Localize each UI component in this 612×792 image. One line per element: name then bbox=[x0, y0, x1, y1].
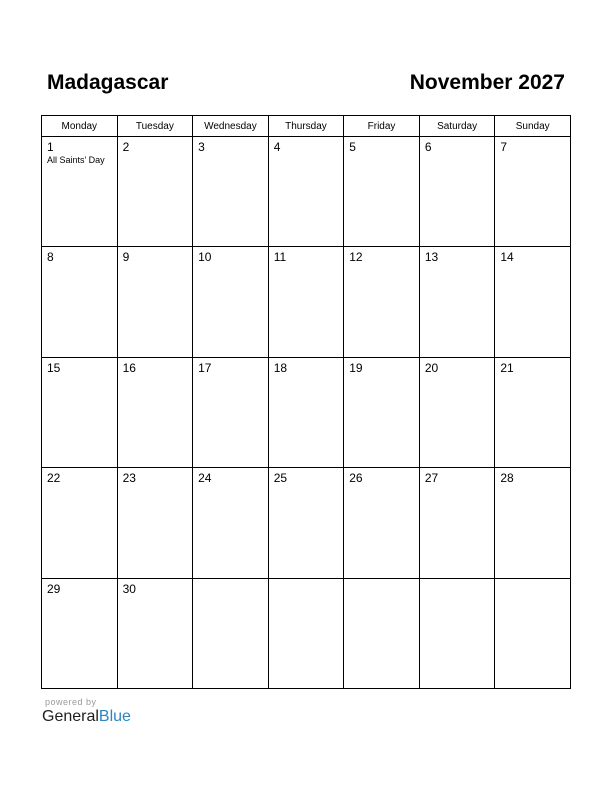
weekday-header-monday: Monday bbox=[42, 116, 118, 137]
day-number: 14 bbox=[500, 250, 514, 265]
day-cell bbox=[419, 247, 495, 357]
day-number: 11 bbox=[273, 250, 287, 265]
holiday-label: All Saints’ Day bbox=[47, 155, 105, 165]
day-number: 15 bbox=[47, 360, 61, 375]
day-number: 19 bbox=[349, 360, 363, 375]
weekday-header-thursday: Thursday bbox=[268, 116, 344, 137]
day-cell bbox=[495, 468, 571, 578]
day-cell bbox=[268, 468, 344, 578]
day-cell bbox=[419, 468, 495, 578]
day-cell bbox=[193, 468, 269, 578]
day-cell bbox=[117, 468, 193, 578]
day-number: 16 bbox=[122, 360, 136, 375]
day-number: 10 bbox=[198, 250, 212, 265]
brand-general-text: General bbox=[42, 708, 99, 725]
day-number: 28 bbox=[500, 471, 514, 486]
week-row bbox=[42, 357, 571, 467]
week-row bbox=[42, 468, 571, 578]
day-cell bbox=[268, 357, 344, 467]
week-row bbox=[42, 137, 571, 247]
calendar-grid bbox=[41, 115, 571, 689]
day-number: 29 bbox=[47, 581, 61, 596]
day-number: 18 bbox=[273, 360, 288, 375]
day-cell bbox=[117, 137, 193, 247]
day-cell bbox=[42, 247, 118, 357]
day-cell bbox=[193, 247, 269, 357]
day-cell bbox=[495, 247, 571, 357]
day-number: 21 bbox=[500, 360, 514, 375]
day-cell bbox=[495, 137, 571, 247]
brand-blue-text: Blue bbox=[98, 708, 131, 725]
country-title: Madagascar bbox=[47, 71, 169, 94]
day-cell bbox=[344, 137, 420, 247]
day-cell bbox=[344, 247, 420, 357]
weekday-header-saturday: Saturday bbox=[419, 116, 495, 137]
day-number: 13 bbox=[424, 250, 439, 265]
day-cell bbox=[193, 137, 269, 247]
week-row bbox=[42, 578, 571, 688]
day-number: 27 bbox=[424, 471, 439, 486]
day-cell bbox=[42, 468, 118, 578]
day-cell bbox=[419, 137, 495, 247]
day-number: 24 bbox=[198, 471, 212, 486]
day-number: 1 bbox=[47, 140, 54, 154]
day-cell bbox=[344, 357, 420, 467]
weekday-header-friday: Friday bbox=[344, 116, 420, 137]
generalblue-logo[interactable] bbox=[42, 708, 131, 726]
weekday-header-sunday: Sunday bbox=[495, 116, 571, 137]
day-number: 25 bbox=[273, 471, 288, 486]
empty-day-cell bbox=[344, 578, 420, 688]
day-cell bbox=[42, 578, 118, 688]
day-cell bbox=[42, 137, 118, 247]
day-cell bbox=[344, 468, 420, 578]
weekday-header-wednesday: Wednesday bbox=[193, 116, 269, 137]
day-cell bbox=[268, 247, 344, 357]
day-cell bbox=[419, 357, 495, 467]
day-number: 9 bbox=[122, 250, 130, 265]
day-number: 2 bbox=[122, 140, 130, 154]
empty-day-cell bbox=[419, 578, 495, 688]
weekday-header-row bbox=[42, 116, 571, 137]
month-year-title: November 2027 bbox=[409, 71, 565, 94]
day-number: 23 bbox=[122, 471, 136, 486]
day-number: 3 bbox=[198, 140, 205, 154]
powered-by-label: powered by bbox=[45, 697, 97, 707]
day-number: 6 bbox=[424, 140, 432, 154]
day-number: 4 bbox=[273, 140, 281, 154]
day-number: 30 bbox=[122, 581, 136, 596]
empty-day-cell bbox=[193, 578, 269, 688]
day-number: 5 bbox=[349, 140, 356, 154]
day-number: 20 bbox=[424, 360, 439, 375]
day-number: 8 bbox=[47, 250, 54, 265]
empty-day-cell bbox=[268, 578, 344, 688]
day-number: 22 bbox=[47, 471, 61, 486]
week-row bbox=[42, 247, 571, 357]
day-number: 17 bbox=[198, 360, 212, 375]
day-number: 12 bbox=[349, 250, 363, 265]
day-cell bbox=[117, 247, 193, 357]
day-cell bbox=[42, 357, 118, 467]
day-cell bbox=[193, 357, 269, 467]
day-cell bbox=[117, 578, 193, 688]
day-number: 7 bbox=[500, 140, 508, 154]
day-number: 26 bbox=[349, 471, 363, 486]
day-cell bbox=[117, 357, 193, 467]
empty-day-cell bbox=[495, 578, 571, 688]
day-cell bbox=[268, 137, 344, 247]
day-cell bbox=[495, 357, 571, 467]
weekday-header-tuesday: Tuesday bbox=[117, 116, 193, 137]
